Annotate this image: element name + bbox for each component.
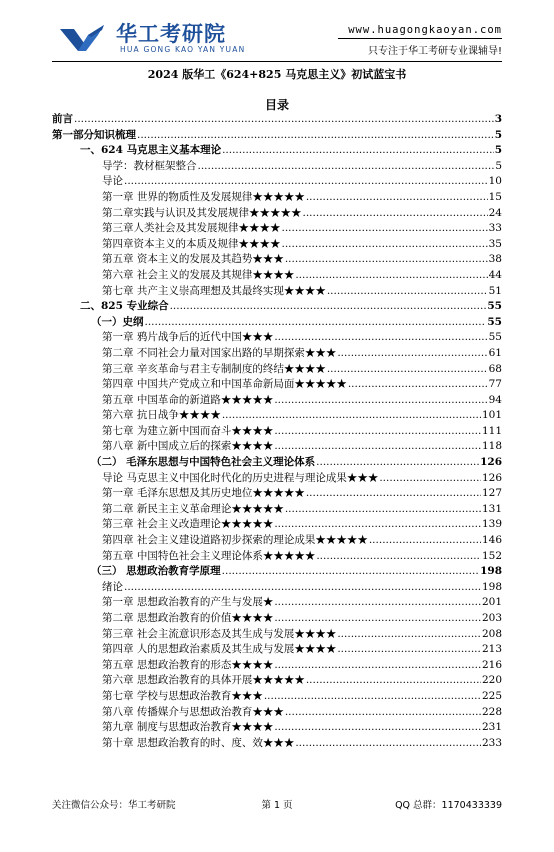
toc-entry[interactable] (52, 548, 502, 564)
toc-entry-page: 216 (481, 658, 502, 671)
toc-entry-page: 35 (488, 237, 502, 250)
toc-entry[interactable] (52, 142, 502, 158)
toc-leader-dots (295, 737, 481, 749)
toc-entry-page: 208 (481, 627, 502, 640)
toc-entry[interactable] (52, 127, 502, 143)
toc-entry-page: 131 (481, 502, 502, 515)
tagline: 只专注于华工考研专业课辅导! (367, 46, 502, 57)
toc-entry[interactable] (52, 438, 502, 454)
toc-entry-label: 绪论 (102, 580, 123, 593)
toc-entry-label: 第七章 共产主义崇高理想及其最终实现★★★★ (102, 284, 326, 297)
toc-leader-dots (285, 253, 488, 265)
toc-entry-page: 55 (487, 300, 502, 313)
toc-entry[interactable] (52, 236, 502, 252)
toc-entry-label: 第四章 社会主义建设道路初步探索的理论成果★★★★★ (102, 534, 368, 547)
toc-leader-dots (303, 207, 488, 219)
toc-entry[interactable] (52, 298, 502, 314)
toc-leader-dots (124, 581, 481, 593)
toc-leader-dots (274, 721, 481, 733)
toc-entry[interactable] (52, 189, 502, 205)
toc-leader-dots (282, 222, 488, 234)
toc-leader-dots (222, 409, 481, 421)
table-of-contents (52, 111, 502, 750)
toc-heading: 目录 (264, 98, 289, 112)
toc-entry-label: 第五章 中国革命的新道路★★★★★ (102, 393, 274, 406)
toc-entry-label: 第一部分知识梳理 (52, 128, 136, 141)
toc-entry-label: 第七章 为建立新中国而奋斗★★★★ (102, 424, 274, 437)
toc-entry-label: 第五章 思想政治教育的形态★★★★ (102, 658, 274, 671)
toc-entry[interactable] (52, 641, 502, 657)
toc-entry[interactable] (52, 407, 502, 423)
toc-entry[interactable] (52, 423, 502, 439)
toc-entry-page: 220 (481, 674, 502, 687)
toc-leader-dots (274, 659, 481, 671)
toc-entry[interactable] (52, 267, 502, 283)
toc-leader-dots (74, 113, 494, 125)
toc-entry-page: 225 (481, 689, 502, 702)
toc-entry-page: 127 (481, 487, 502, 500)
toc-entry-page: 203 (481, 612, 502, 624)
toc-entry[interactable] (52, 563, 502, 579)
toc-entry-page: 213 (481, 643, 502, 656)
toc-entry[interactable] (52, 532, 502, 548)
toc-entry[interactable] (52, 485, 502, 501)
toc-entry[interactable] (52, 111, 502, 127)
toc-entry[interactable] (52, 454, 502, 470)
toc-entry[interactable] (52, 345, 502, 361)
toc-entry[interactable] (52, 251, 502, 267)
toc-leader-dots (327, 285, 488, 297)
toc-entry[interactable] (52, 376, 502, 392)
toc-entry-label: 第九章 制度与思想政治教育★★★★ (102, 721, 274, 734)
toc-entry-page: 5 (495, 159, 502, 172)
toc-entry-page: 228 (481, 705, 502, 718)
toc-entry-page: 233 (481, 736, 502, 749)
brand-name: 华工考研院 (116, 22, 226, 46)
toc-entry[interactable] (52, 735, 502, 751)
toc-entry-label: 第五章 资本主义的发展及其趋势★★★ (102, 253, 284, 266)
toc-leader-dots (137, 129, 494, 141)
toc-leader-dots (264, 690, 481, 702)
toc-entry-label: 导论 马克思主义中国化时代化的历史进程与理论成果★★★ (102, 471, 379, 484)
toc-entry-label: 第二章 不同社会力量对国家出路的早期探索★★★ (102, 346, 337, 359)
toc-leader-dots (274, 394, 487, 406)
toc-entry-label: 第八章 新中国成立后的探索★★★★ (102, 440, 274, 453)
toc-leader-dots (274, 518, 481, 530)
toc-entry[interactable] (52, 672, 502, 688)
toc-entry-page: 61 (488, 346, 502, 359)
toc-leader-dots (285, 706, 481, 718)
toc-entry-label: 第四章 人的思想政治素质及其生成与发展★★★★ (102, 643, 337, 656)
toc-leader-dots (306, 674, 481, 686)
toc-entry-page: 51 (488, 284, 502, 297)
toc-leader-dots (379, 472, 481, 484)
toc-entry-label: 一、624 马克思主义基本理论 (80, 144, 222, 157)
logo-icon (58, 21, 106, 57)
toc-leader-dots (222, 144, 494, 156)
toc-entry-label: 第十章 思想政治教育的时、度、效★★★ (102, 736, 295, 749)
toc-leader-dots (337, 628, 481, 640)
toc-leader-dots (170, 300, 487, 312)
toc-entry-label: 第三章 社会主义改造理论★★★★★ (102, 518, 274, 531)
toc-entry-page: 5 (494, 128, 502, 141)
toc-leader-dots (222, 565, 479, 577)
toc-entry[interactable] (52, 220, 502, 236)
toc-leader-dots (316, 550, 481, 562)
toc-entry[interactable] (52, 173, 502, 189)
toc-entry-label: 第五章 中国特色社会主义理论体系★★★★★ (102, 549, 316, 562)
toc-entry-page: 126 (480, 456, 502, 469)
toc-entry-label: 第六章 社会主义的发展及其规律★★★★ (102, 268, 295, 281)
toc-leader-dots (327, 363, 488, 375)
toc-entry-label: 第七章 学校与思想政治教育★★★ (102, 689, 263, 702)
toc-entry-page: 118 (481, 440, 502, 453)
toc-entry-page: 201 (481, 596, 502, 609)
toc-entry[interactable] (52, 158, 502, 174)
toc-entry[interactable] (52, 470, 502, 486)
website-underline (338, 38, 502, 39)
toc-entry-label: 第二章实践与认识及其发展规律★★★★★ (102, 206, 302, 219)
toc-entry[interactable] (52, 501, 502, 517)
toc-entry-page: 10 (488, 175, 502, 188)
brand-pinyin: HUA GONG KAO YAN YUAN (120, 45, 246, 54)
toc-leader-dots (306, 191, 488, 203)
toc-entry[interactable] (52, 594, 502, 610)
toc-entry[interactable] (52, 610, 502, 626)
header-divider (52, 61, 502, 62)
toc-leader-dots (145, 316, 487, 328)
toc-entry-page: 55 (488, 331, 502, 344)
toc-entry-page: 111 (481, 424, 502, 437)
toc-entry-label: 第六章 思想政治教育的具体开展★★★★★ (102, 674, 305, 687)
toc-leader-dots (337, 643, 481, 655)
toc-entry-page: 24 (488, 206, 502, 219)
toc-entry-label: 前言 (52, 113, 73, 125)
toc-entry[interactable] (52, 657, 502, 673)
toc-entry-page: 5 (494, 144, 502, 157)
toc-entry-page: 231 (481, 721, 502, 734)
toc-entry-label: 第一章 毛泽东思想及其历史地位★★★★★ (102, 487, 305, 500)
toc-leader-dots (306, 487, 481, 499)
document-title: 2024 版华工《624+825 马克思主义》初试蓝宝书 (147, 68, 407, 81)
toc-entry-label: 第六章 抗日战争★★★★ (102, 409, 221, 422)
toc-entry-page: 55 (487, 315, 502, 328)
toc-leader-dots (274, 440, 481, 452)
toc-entry-label: 第二章 思想政治教育的价值★★★★ (102, 612, 274, 624)
toc-entry-page: 198 (480, 565, 502, 578)
toc-entry-label: 第一章 世界的物质性及发展规律★★★★★ (102, 190, 305, 203)
toc-leader-dots (282, 238, 488, 250)
toc-entry[interactable] (52, 361, 502, 377)
toc-entry-label: 第一章 鸦片战争后的近代中国★★★ (102, 331, 274, 344)
toc-entry-page: 33 (488, 222, 502, 235)
toc-entry-label: 导论 (102, 175, 123, 188)
toc-entry-label: 第二章 新民主主义革命理论★★★★★ (102, 502, 284, 515)
footer-page-number: 第 1 页 (261, 800, 293, 811)
toc-entry-page: 152 (481, 549, 502, 562)
toc-leader-dots (274, 596, 481, 608)
toc-entry-page: 38 (488, 253, 502, 266)
toc-leader-dots (316, 456, 479, 468)
toc-entry-page: 146 (481, 534, 502, 547)
toc-entry[interactable] (52, 329, 502, 345)
toc-leader-dots (274, 425, 481, 437)
toc-entry-page: 77 (488, 378, 502, 391)
toc-entry[interactable] (52, 516, 502, 532)
toc-entry-page: 3 (494, 113, 502, 125)
footer-qq-group: QQ 总群：1170433339 (395, 800, 502, 811)
toc-entry-label: 第三章 辛亥革命与君主专制制度的终结★★★★ (102, 362, 326, 375)
toc-leader-dots (285, 503, 481, 515)
toc-leader-dots (337, 347, 487, 359)
toc-entry-page: 44 (488, 268, 502, 281)
toc-entry-label: 第三章 社会主流意识形态及其生成与发展★★★★ (102, 627, 337, 640)
toc-entry-label: （一）史纲 (91, 315, 144, 328)
toc-entry-page: 101 (481, 409, 502, 422)
toc-entry[interactable] (52, 314, 502, 330)
toc-entry[interactable] (52, 579, 502, 595)
toc-entry-page: 198 (481, 580, 502, 593)
toc-entry-label: 第四章 中国共产党成立和中国革命新局面★★★★★ (102, 378, 347, 391)
toc-entry[interactable] (52, 704, 502, 720)
toc-entry-page: 139 (481, 518, 502, 531)
page-header (0, 0, 554, 62)
toc-leader-dots (295, 269, 487, 281)
toc-leader-dots (348, 378, 488, 390)
toc-entry-label: 第四章资本主义的本质及规律★★★★ (102, 237, 281, 250)
toc-entry-label: 第一章 思想政治教育的产生与发展★ (102, 596, 274, 609)
toc-entry-page: 126 (481, 471, 502, 484)
toc-entry[interactable] (52, 719, 502, 735)
toc-entry-label: （三） 思想政治教育学原理 (91, 565, 221, 578)
footer-wechat: 关注微信公众号：华工考研院 (52, 800, 176, 811)
toc-entry-label: 第三章人类社会及其发展规律★★★★ (102, 222, 281, 235)
toc-entry[interactable] (52, 688, 502, 704)
toc-entry[interactable] (52, 626, 502, 642)
toc-entry-label: （二） 毛泽东思想与中国特色社会主义理论体系 (91, 456, 316, 469)
toc-entry-label: 导学：教材框架整合 (102, 159, 197, 172)
website-link[interactable]: www.huagongkaoyan.com (348, 24, 502, 36)
toc-leader-dots (274, 612, 481, 624)
toc-leader-dots (274, 331, 487, 343)
toc-entry-label: 二、825 专业综合 (80, 300, 169, 313)
toc-entry-label: 第八章 传播媒介与思想政治教育★★★ (102, 705, 284, 718)
toc-leader-dots (124, 175, 488, 187)
toc-leader-dots (369, 534, 481, 546)
toc-leader-dots (198, 160, 495, 172)
toc-entry-page: 94 (488, 393, 502, 406)
toc-entry[interactable] (52, 392, 502, 408)
toc-entry-page: 15 (488, 190, 502, 203)
toc-entry[interactable] (52, 205, 502, 221)
toc-entry[interactable] (52, 283, 502, 299)
toc-entry-page: 68 (488, 362, 502, 375)
